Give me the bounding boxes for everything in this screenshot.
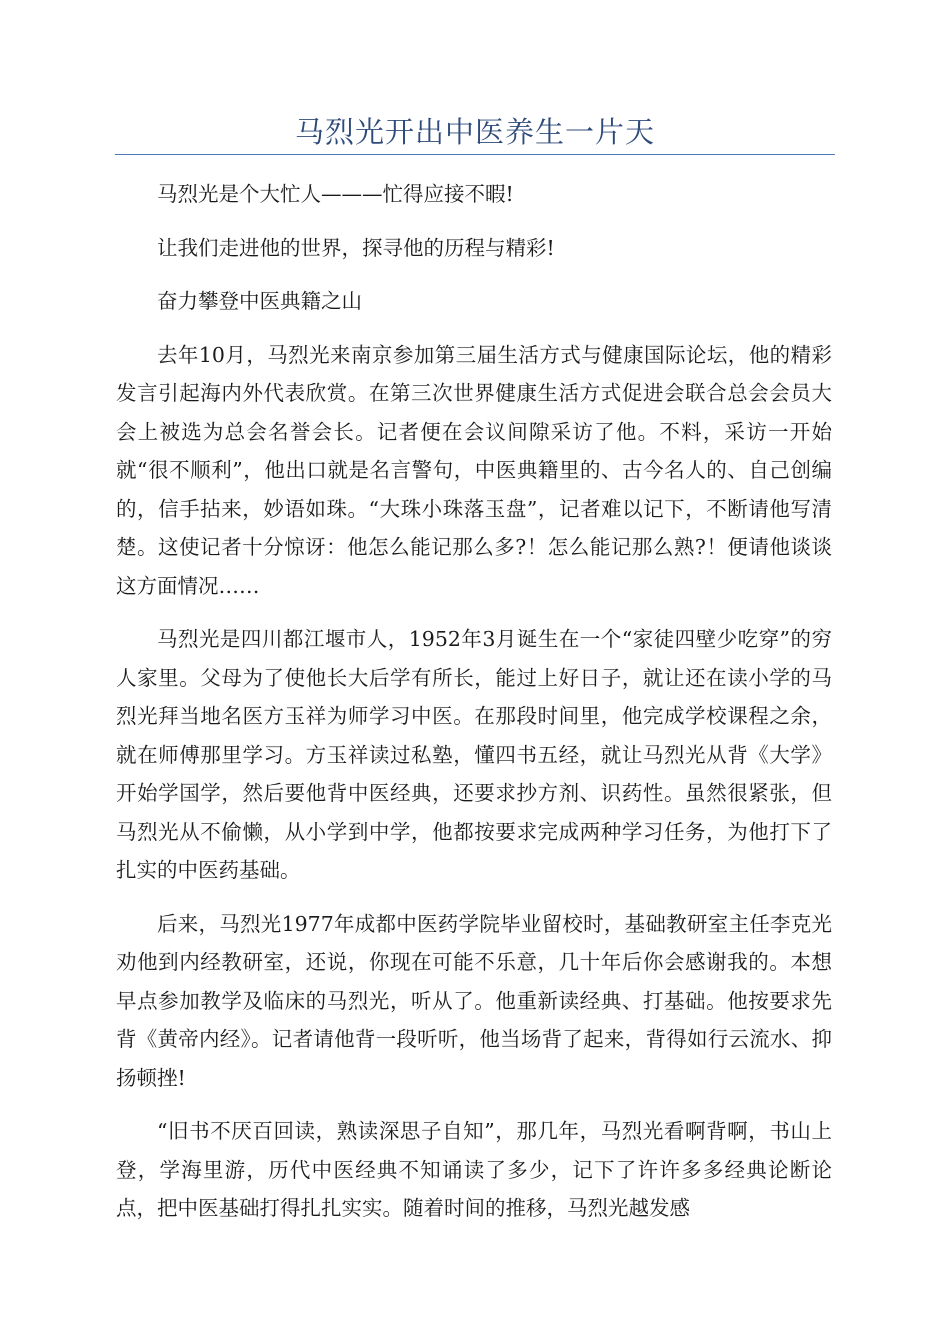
paragraph-interview: 去年10月，马烈光来南京参加第三届生活方式与健康国际论坛，他的精彩发言引起海内外代表欣赏。在第三次世界健康生活方式促进会联合总会会员大会上被选为总会名誉会长。记者便在会议间隙采访了他。不料，采访一开始就“很不顺利”，他出口就是名言警句，中医典籍里的、古今名人的、自己创编的，信手拈来，妙语如珠。“大珠小珠落玉盘”，记者难以记下，不断请他写清楚。这使记者十分惊讶：他怎么能记那么多?！怎么能记那么熟?！便请他谈谈这方面情况…… xyxy=(116,342,832,598)
paragraph-intro: 马烈光是个大忙人———忙得应接不暇! xyxy=(157,182,514,206)
paragraph-childhood: 马烈光是四川都江堰市人，1952年3月诞生在一个“家徒四壁少吃穿”的穷人家里。父母为了使他长大后学有所长，能过上好日子，就让还在读小学的马烈光拜当地名医方玉祥为师学习中医。在那段时间里，他完成学校课程之余，就在师傅那里学习。方玉祥读过私塾，懂四书五经，就让马烈光从背《大学》开始学国学，然后要他背中医经典，还要求抄方剂、识药性。虽然很紧张，但马烈光从不偷懒，从小学到中学，他都按要求完成两种学习任务，为他打下了扎实的中医药基础。 xyxy=(116,627,832,882)
title-underline xyxy=(115,154,835,155)
section-heading: 奋力攀登中医典籍之山 xyxy=(157,289,362,313)
paragraph-graduation: 后来，马烈光1977年成都中医药学院毕业留校时，基础教研室主任李克光劝他到内经教研室，还说，你现在可能不乐意，几十年后你会感谢我的。本想早点参加教学及临床的马烈光，听从了。他重新读经典、打基础。他按要求先背《黄帝内经》。记者请他背一段听听，他当场背了起来，背得如行云流水、抑扬顿挫! xyxy=(116,911,832,1090)
paragraph-study: “旧书不厌百回读，熟读深思子自知”，那几年，马烈光看啊背啊，书山上登，学海里游，历代中医经典不知诵读了多少，记下了许许多多经典论断论点，把中医基础打得扎扎实实。随着时间的推移，马烈光越发感 xyxy=(116,1119,832,1220)
document-body xyxy=(116,175,832,1243)
paragraph-invitation: 让我们走进他的世界，探寻他的历程与精彩! xyxy=(157,235,555,260)
document-title: 马烈光开出中医养生一片天 xyxy=(294,115,655,149)
